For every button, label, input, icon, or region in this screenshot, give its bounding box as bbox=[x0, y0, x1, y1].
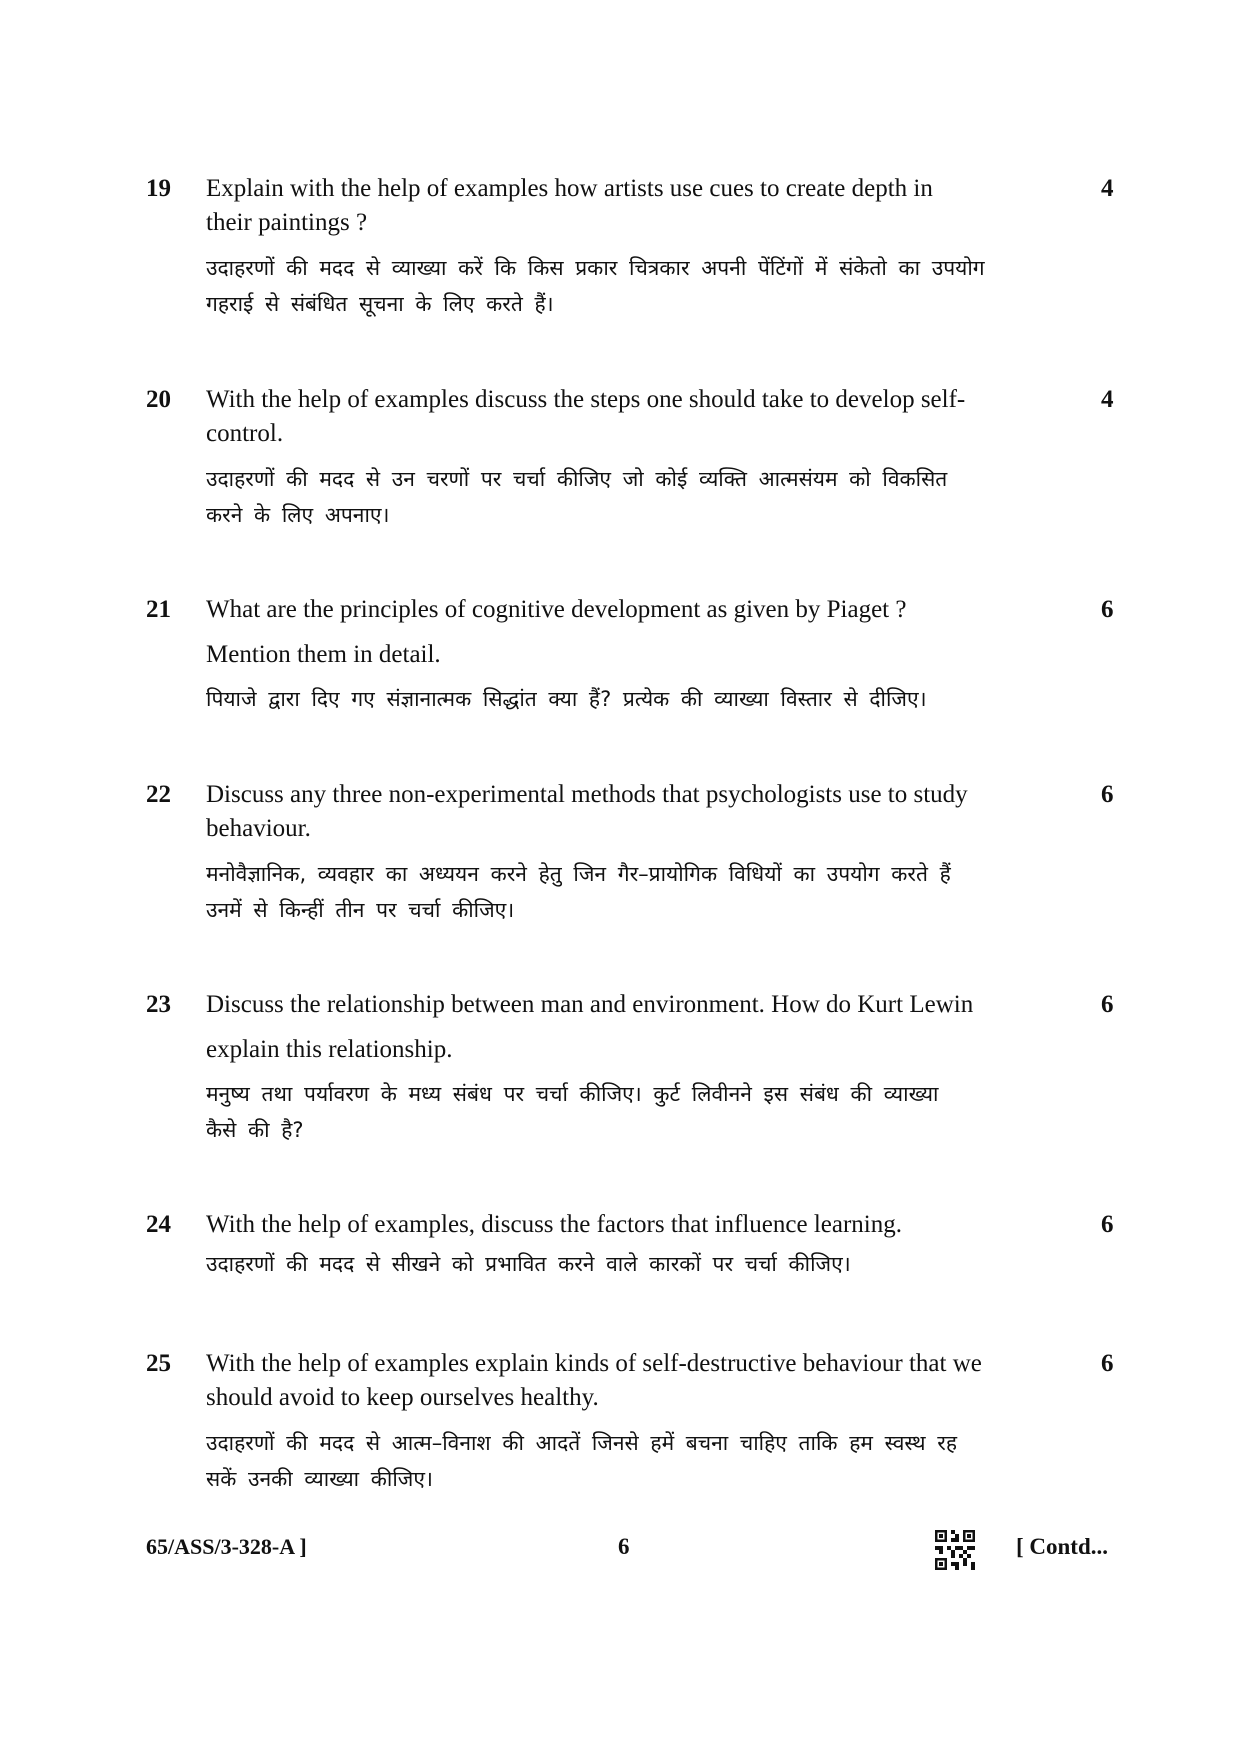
question-marks: 4 bbox=[1101, 386, 1114, 413]
question-text-hindi bbox=[206, 856, 1001, 928]
question-number: 19 bbox=[146, 175, 171, 202]
english-line: explain this relationship. bbox=[206, 1036, 453, 1063]
question-body bbox=[206, 172, 1001, 322]
english-line: Explain with the help of examples how artists use cues to create depth in bbox=[206, 175, 933, 202]
english-line: should avoid to keep ourselves healthy. bbox=[206, 1384, 599, 1411]
question-number: 20 bbox=[146, 386, 171, 413]
hindi-line: उनमें से किन्हीं तीन पर चर्चा कीजिए। bbox=[206, 898, 515, 922]
question-number: 25 bbox=[146, 1350, 171, 1377]
question-marks: 6 bbox=[1101, 781, 1114, 808]
question-text-hindi bbox=[206, 461, 1001, 533]
question-text-english bbox=[206, 383, 1001, 451]
question-number: 21 bbox=[146, 596, 171, 623]
question-text-english bbox=[206, 982, 1001, 1072]
hindi-line: उदाहरणों की मदद से आत्म–विनाश की आदतें जिनसे हमें बचना चाहिए ताकि हम स्वस्थ रह bbox=[206, 1431, 958, 1455]
question-marks: 6 bbox=[1101, 991, 1114, 1018]
question-text-english bbox=[206, 778, 1001, 846]
english-line: Discuss any three non-experimental methods that psychologists use to study bbox=[206, 781, 968, 808]
question-marks: 6 bbox=[1101, 596, 1114, 623]
paper-code: 65/ASS/3-328-A ] bbox=[146, 1534, 307, 1559]
english-line: With the help of examples, discuss the factors that influence learning. bbox=[206, 1211, 902, 1238]
hindi-line: पियाजे द्वारा दिए गए संज्ञानात्मक सिद्धांत क्या हैं? प्रत्येक की व्याख्या विस्तार से दीजिए। bbox=[206, 687, 927, 711]
hindi-line: उदाहरणों की मदद से उन चरणों पर चर्चा कीजिए जो कोई व्यक्ति आत्मसंयम को विकसित bbox=[206, 467, 948, 491]
english-line: control. bbox=[206, 420, 284, 447]
question-text-english bbox=[206, 172, 1001, 240]
question-body bbox=[206, 988, 1001, 1148]
question-text-english bbox=[206, 587, 1001, 677]
english-line: behaviour. bbox=[206, 815, 311, 842]
english-line: Mention them in detail. bbox=[206, 641, 441, 668]
hindi-line: उदाहरणों की मदद से सीखने को प्रभावित करने वाले कारकों पर चर्चा कीजिए। bbox=[206, 1252, 851, 1276]
question-number: 23 bbox=[146, 991, 171, 1018]
qr-code-icon bbox=[935, 1530, 975, 1570]
hindi-line: मनुष्य तथा पर्यावरण के मध्य संबंध पर चर्चा कीजिए। कुर्ट लिवीनने इस संबंध की व्याख्या bbox=[206, 1082, 939, 1106]
question-text-hindi bbox=[206, 1076, 1001, 1148]
question-body bbox=[206, 1347, 1001, 1497]
question-text-english bbox=[206, 1208, 1001, 1242]
hindi-line: करने के लिए अपनाए। bbox=[206, 503, 390, 527]
hindi-line: गहराई से संबंधित सूचना के लिए करते हैं। bbox=[206, 292, 554, 316]
question-body bbox=[206, 778, 1001, 928]
hindi-line: उदाहरणों की मदद से व्याख्या करें कि किस प्रकार चित्रकार अपनी पेंटिंगों में संकेतो का उपयोग bbox=[206, 256, 985, 280]
page-number: 6 bbox=[618, 1534, 630, 1559]
question-text-hindi bbox=[206, 250, 1001, 322]
continued-marker: [ Contd... bbox=[1016, 1534, 1109, 1559]
question-body bbox=[206, 593, 1001, 717]
english-line: With the help of examples discuss the steps one should take to develop self- bbox=[206, 386, 966, 413]
question-marks: 6 bbox=[1101, 1211, 1114, 1238]
english-line: their paintings ? bbox=[206, 209, 368, 236]
question-body bbox=[206, 1208, 1001, 1282]
page-footer bbox=[0, 1530, 1240, 1570]
question-marks: 6 bbox=[1101, 1350, 1114, 1377]
hindi-line: मनोवैज्ञानिक, व्यवहार का अध्ययन करने हेतु जिन गैर–प्रायोगिक विधियों का उपयोग करते हैं bbox=[206, 862, 951, 886]
english-line: Discuss the relationship between man and environment. How do Kurt Lewin bbox=[206, 991, 974, 1018]
hindi-line: कैसे की है? bbox=[206, 1118, 304, 1142]
question-body bbox=[206, 383, 1001, 533]
question-text-hindi bbox=[206, 1246, 1001, 1282]
question-number: 22 bbox=[146, 781, 171, 808]
question-text-english bbox=[206, 1347, 1001, 1415]
question-marks: 4 bbox=[1101, 175, 1114, 202]
question-text-hindi bbox=[206, 681, 1001, 717]
english-line: With the help of examples explain kinds of self-destructive behaviour that we bbox=[206, 1350, 982, 1377]
hindi-line: सकें उनकी व्याख्या कीजिए। bbox=[206, 1467, 433, 1491]
question-text-hindi bbox=[206, 1425, 1001, 1497]
english-line: What are the principles of cognitive development as given by Piaget ? bbox=[206, 596, 907, 623]
question-number: 24 bbox=[146, 1211, 171, 1238]
